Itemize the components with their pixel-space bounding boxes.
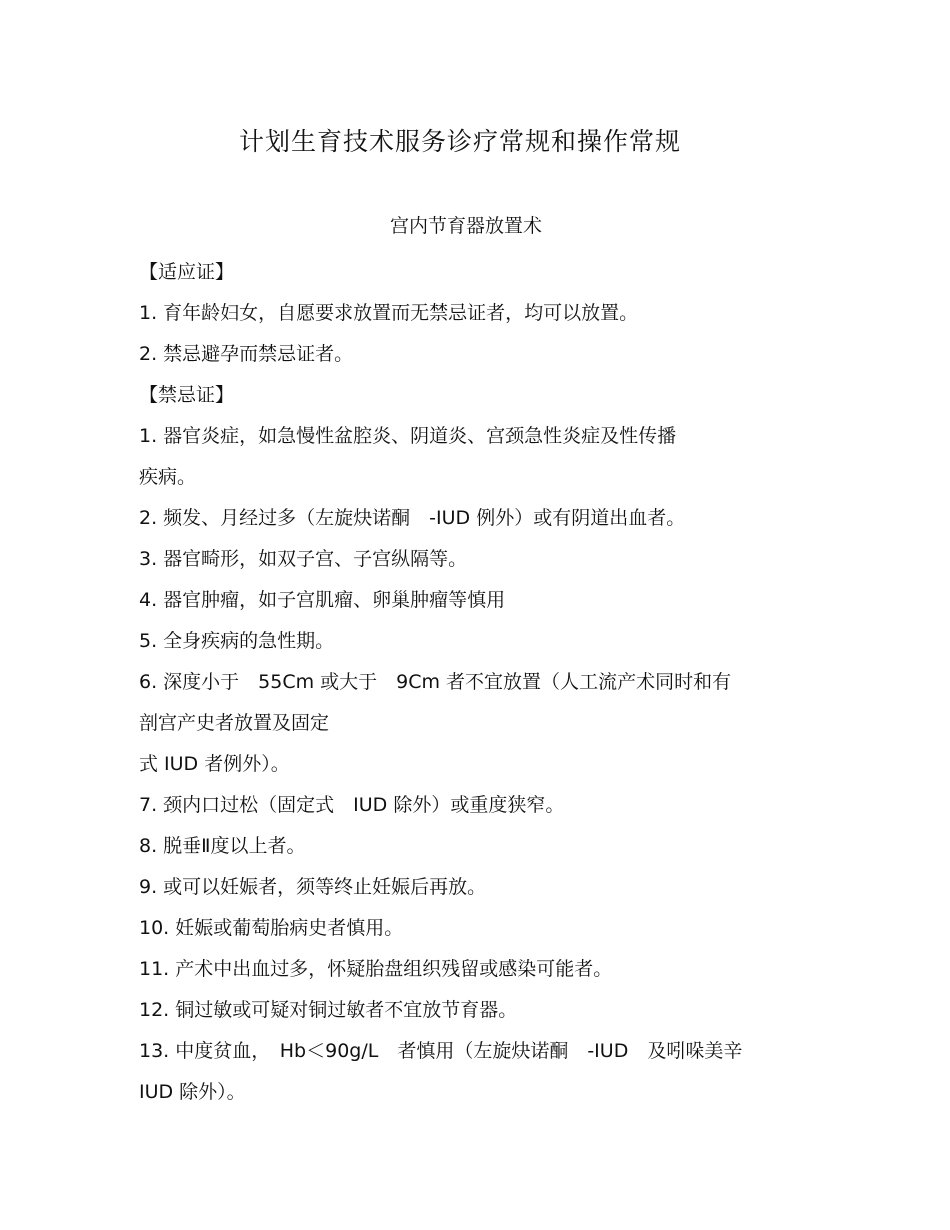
text-line: 6. 深度小于 55Cm 或大于 9Cm 者不宜放置（人工流产术同时和有 xyxy=(139,671,732,693)
text-line: 13. 中度贫血， Hb＜90g/L 者慎用（左旋炔诺酮 -IUD 及吲哚美辛 xyxy=(139,1040,743,1062)
heading-contraindications: 【禁忌证】 xyxy=(139,384,235,406)
text-line: 2. 禁忌避孕而禁忌证者。 xyxy=(139,343,354,365)
document-title: 计划生育技术服务诊疗常规和操作常规 xyxy=(238,127,681,156)
text-line: 式 IUD 者例外）。 xyxy=(139,753,290,775)
text-line: IUD 除外）。 xyxy=(139,1081,246,1103)
text-line: 11. 产术中出血过多，怀疑胎盘组织残留或感染可能者。 xyxy=(139,958,613,980)
document-body xyxy=(139,252,819,1113)
text-line: 剖宫产史者放置及固定 xyxy=(139,712,330,734)
text-line: 疾病。 xyxy=(139,466,197,488)
text-line: 9. 或可以妊娠者，须等终止妊娠后再放。 xyxy=(139,876,487,898)
text-line: 3. 器官畸形，如双子宫、子宫纵隔等。 xyxy=(139,548,468,570)
heading-indications: 【适应证】 xyxy=(139,261,235,283)
text-line: 2. 频发、月经过多（左旋炔诺酮 -IUD 例外）或有阴道出血者。 xyxy=(139,507,686,529)
text-line: 1. 育年龄妇女，自愿要求放置而无禁忌证者，均可以放置。 xyxy=(139,302,639,324)
text-line: 4. 器官肿瘤，如子宫肌瘤、卵巢肿瘤等慎用 xyxy=(139,589,506,611)
text-line: 8. 脱垂Ⅱ度以上者。 xyxy=(139,835,306,857)
text-line: 1. 器官炎症，如急慢性盆腔炎、阴道炎、宫颈急性炎症及性传播 xyxy=(139,425,677,447)
section-subtitle: 宫内节育器放置术 xyxy=(389,215,542,237)
text-line: 7. 颈内口过松（固定式 IUD 除外）或重度狭窄。 xyxy=(139,794,565,816)
text-line: 10. 妊娠或葡萄胎病史者慎用。 xyxy=(139,917,404,939)
text-line: 5. 全身疾病的急性期。 xyxy=(139,630,335,652)
text-line: 12. 铜过敏或可疑对铜过敏者不宜放节育器。 xyxy=(139,999,518,1021)
